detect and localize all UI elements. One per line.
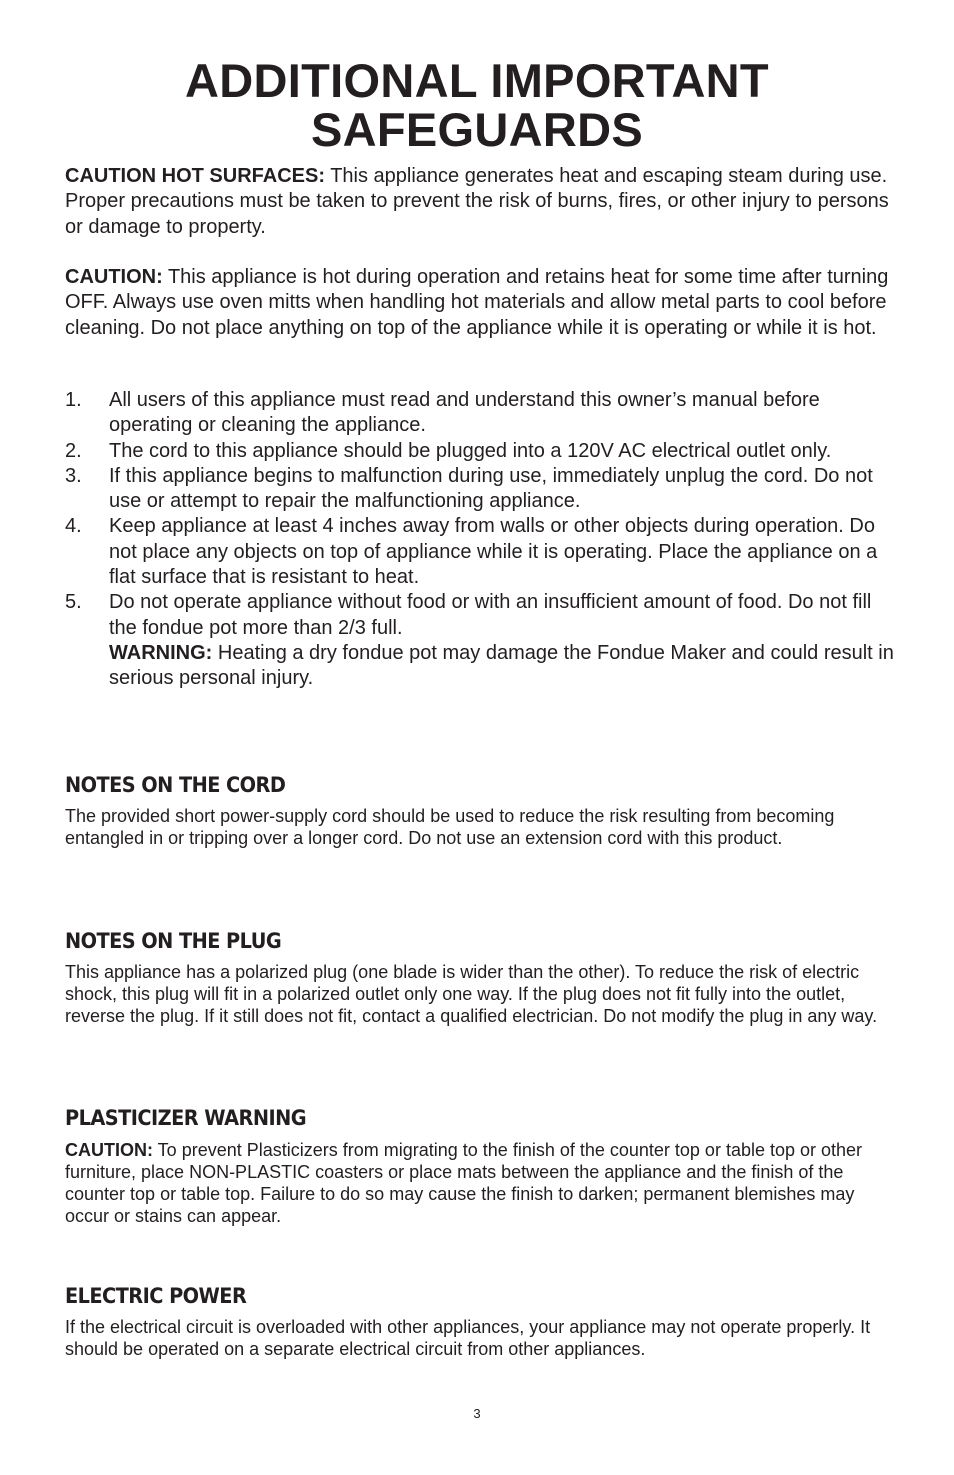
caution-paragraph — [65, 265, 895, 341]
safeguards-list — [65, 388, 895, 692]
plasticizer-paragraph — [65, 1139, 895, 1227]
list-item-number: 1. — [65, 389, 82, 411]
plug-heading: NOTES ON THE PLUG — [65, 929, 282, 953]
caution-label: CAUTION: — [65, 266, 163, 288]
plug-text: This appliance has a polarized plug (one blade is wider than the other). To reduce the risk of electric shock, this plug will fit in a polarized outlet only one way. If the plug does not fit fully into the outlet, reverse the plug. If it still does not fit, contact a qualified electrician. Do not modify the plug in any way. — [65, 962, 878, 1026]
warning-label: WARNING: — [109, 641, 213, 664]
caution-text: This appliance is hot during operation and retains heat for some time after turning OFF. Always use oven mitts when handling hot materials and allow metal parts to cool before cleaning. Do not place anything on top of the appliance while it is operating or while it is hot. — [65, 266, 889, 339]
plasticizer-heading: PLASTICIZER WARNING — [65, 1106, 307, 1130]
list-item-text: Do not operate appliance without food or with an insufficient amount of food. Do not fill the fondue pot more than 2/3 full. — [109, 591, 872, 639]
list-item — [65, 590, 895, 691]
list-item-number: 3. — [65, 464, 82, 487]
list-item-text: If this appliance begins to malfunction during use, immediately unplug the cord. Do not use or attempt to repair the malfunctioning appliance. — [109, 464, 873, 513]
list-item-text: Keep appliance at least 4 inches away from walls or other objects during operation. Do not place any objects on top of appliance while it is operating. Place the appliance on a flat surface that is resistant to heat. — [109, 515, 878, 589]
caution-hot-surfaces-paragraph — [65, 164, 895, 240]
list-item — [65, 514, 895, 590]
page-title — [0, 56, 954, 154]
caution-hot-surfaces-text: This appliance generates heat and escaping steam during use. Proper precautions must be taken to prevent the risk of burns, fires, or other injury to persons or damage to property. — [65, 165, 889, 238]
plasticizer-caution-label: CAUTION: — [65, 1140, 153, 1160]
list-item — [65, 439, 895, 464]
warning-text: Heating a dry fondue pot may damage the Fondue Maker and could result in serious personal injury. — [109, 641, 894, 690]
page-number: 3 — [473, 1406, 481, 1421]
caution-hot-surfaces-label: CAUTION HOT SURFACES: — [65, 165, 325, 187]
electric-power-text: If the electrical circuit is overloaded with other appliances, your appliance may not operate properly. It should be operated on a separate electrical circuit from other appliances. — [65, 1317, 871, 1359]
plasticizer-text: To prevent Plasticizers from migrating to the finish of the counter top or table top or other furniture, place NON-PLASTIC coasters or place mats between the appliance and the finish of the counter top or table top. Failure to do so may cause the finish to darken; permanent blemishes may occur or stains can appear. — [65, 1140, 863, 1226]
cord-text: The provided short power-supply cord should be used to reduce the risk resulting from becoming entangled in or tripping over a longer cord. Do not use an extension cord with this product. — [65, 806, 835, 848]
title-line-2: SAFEGUARDS — [310, 103, 644, 156]
manual-page — [65, 0, 895, 1475]
warning-note — [109, 641, 895, 692]
list-item-number: 4. — [65, 515, 82, 538]
electric-power-heading: ELECTRIC POWER — [65, 1284, 247, 1308]
list-item-number: 5. — [65, 591, 82, 614]
cord-heading: NOTES ON THE CORD — [65, 773, 286, 797]
list-item — [65, 388, 895, 439]
title-line-1: ADDITIONAL IMPORTANT — [185, 54, 769, 107]
list-item-number: 2. — [65, 439, 82, 462]
list-item — [65, 464, 895, 515]
list-item-text: All users of this appliance must read and understand this owner’s manual before operating or cleaning the appliance. — [109, 389, 820, 437]
list-item-text: The cord to this appliance should be plugged into a 120V AC electrical outlet only. — [109, 439, 832, 462]
